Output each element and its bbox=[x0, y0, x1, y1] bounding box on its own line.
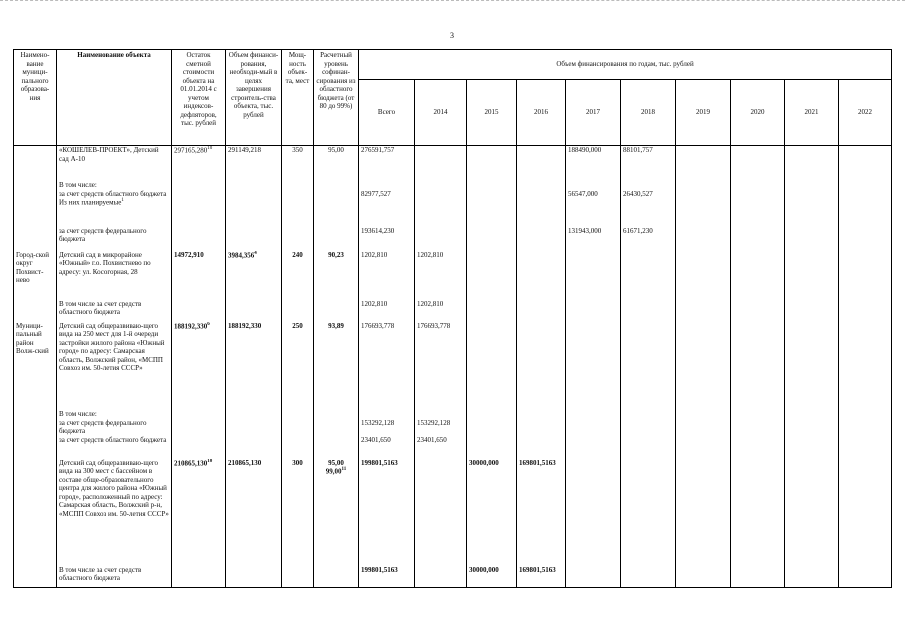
year-2019-cell bbox=[676, 408, 731, 419]
capacity-cell bbox=[282, 146, 314, 175]
level-cell bbox=[314, 300, 359, 322]
year-2015-cell bbox=[467, 436, 517, 459]
footnote-mark: 10 bbox=[207, 458, 213, 464]
year-2021-cell bbox=[785, 419, 839, 436]
object-cell-text: за счет средств федерального бюджета bbox=[59, 226, 147, 244]
header-year: 2018 bbox=[621, 80, 676, 146]
year-2016-cell bbox=[517, 566, 566, 588]
level-cell-text: 90,23 bbox=[328, 250, 344, 259]
total-cell-text: 153292,128 bbox=[361, 418, 395, 427]
table-row bbox=[14, 459, 892, 566]
year-2014-cell bbox=[415, 227, 467, 251]
year-2018-cell bbox=[621, 146, 676, 175]
year-2021-cell bbox=[785, 175, 839, 190]
header-object: Наименование объекта bbox=[57, 50, 172, 146]
needed-cell-text: 3984,356 bbox=[228, 250, 255, 259]
level-cell-text: 95,00 bbox=[328, 458, 344, 467]
year-2015-cell bbox=[467, 251, 517, 300]
total-cell bbox=[359, 408, 415, 419]
year-2014-cell bbox=[415, 436, 467, 459]
year-2014-cell bbox=[415, 408, 467, 419]
municipality-cell bbox=[14, 436, 57, 459]
capacity-cell bbox=[282, 459, 314, 566]
year-2015-cell bbox=[467, 175, 517, 190]
level-cell bbox=[314, 436, 359, 459]
year-2015-cell bbox=[467, 300, 517, 322]
year-2022-cell bbox=[839, 436, 892, 459]
year-2019-cell bbox=[676, 251, 731, 300]
municipality-cell bbox=[14, 227, 57, 251]
header-year: 2022 bbox=[839, 80, 892, 146]
municipality-cell bbox=[14, 251, 57, 300]
year-2014-cell bbox=[415, 190, 467, 227]
total-cell bbox=[359, 566, 415, 588]
year-2019-cell bbox=[676, 459, 731, 566]
capacity-cell bbox=[282, 300, 314, 322]
year-2014-cell-text: 153292,128 bbox=[417, 418, 451, 427]
balance-cell-text: 210865,130 bbox=[174, 458, 208, 467]
level-cell-text: 95,00 bbox=[328, 146, 344, 154]
balance-cell-text: 297165,280 bbox=[174, 146, 208, 155]
needed-cell bbox=[226, 227, 282, 251]
capacity-cell-text: 250 bbox=[292, 321, 303, 330]
year-2018-cell bbox=[621, 566, 676, 588]
header-year: 2016 bbox=[517, 80, 566, 146]
footnote-mark: 10 bbox=[207, 146, 213, 151]
level-cell bbox=[314, 146, 359, 175]
header-year: 2020 bbox=[731, 80, 785, 146]
year-2020-cell bbox=[731, 436, 785, 459]
total-cell-text: 193614,230 bbox=[361, 226, 395, 235]
object-cell bbox=[57, 190, 172, 227]
object-cell bbox=[57, 251, 172, 300]
needed-cell bbox=[226, 175, 282, 190]
object-cell-text: В том числе: bbox=[59, 180, 97, 189]
year-2020-cell bbox=[731, 175, 785, 190]
year-2017-cell-text: 188490,000 bbox=[568, 146, 602, 154]
year-2014-cell-text: 176693,778 bbox=[417, 321, 451, 330]
year-2018-cell bbox=[621, 419, 676, 436]
year-2018-cell bbox=[621, 459, 676, 566]
year-2016-cell bbox=[517, 227, 566, 251]
year-2014-cell bbox=[415, 251, 467, 300]
total-cell bbox=[359, 190, 415, 227]
object-cell bbox=[57, 408, 172, 419]
balance-cell bbox=[172, 322, 226, 408]
year-2018-cell bbox=[621, 251, 676, 300]
municipality-cell bbox=[14, 408, 57, 419]
municipality-cell bbox=[14, 419, 57, 436]
year-2015-cell bbox=[467, 408, 517, 419]
year-2014-cell bbox=[415, 322, 467, 408]
year-2014-cell bbox=[415, 419, 467, 436]
year-2018-cell-text: 61671,230 bbox=[623, 226, 653, 235]
year-2014-cell bbox=[415, 566, 467, 588]
needed-cell bbox=[226, 322, 282, 408]
balance-cell bbox=[172, 436, 226, 459]
year-2016-cell bbox=[517, 146, 566, 175]
year-2015-cell bbox=[467, 459, 517, 566]
year-2017-cell bbox=[566, 419, 621, 436]
year-2017-cell bbox=[566, 251, 621, 300]
total-cell-text: 23401,650 bbox=[361, 435, 391, 444]
footnote-mark: 1 bbox=[121, 198, 124, 204]
level-cell bbox=[314, 322, 359, 408]
year-2016-cell bbox=[517, 175, 566, 190]
object-cell bbox=[57, 419, 172, 436]
balance-cell-text: 188192,330 bbox=[174, 321, 208, 330]
year-2022-cell bbox=[839, 322, 892, 408]
year-2017-cell bbox=[566, 566, 621, 588]
total-cell bbox=[359, 175, 415, 190]
total-cell bbox=[359, 227, 415, 251]
capacity-cell-text: 300 bbox=[292, 458, 303, 467]
object-cell bbox=[57, 436, 172, 459]
balance-cell bbox=[172, 459, 226, 566]
level-cell bbox=[314, 175, 359, 190]
needed-cell bbox=[226, 146, 282, 175]
year-2020-cell bbox=[731, 300, 785, 322]
year-2019-cell bbox=[676, 566, 731, 588]
total-cell-text: 82977,527 bbox=[361, 189, 391, 198]
municipality-cell bbox=[14, 190, 57, 227]
balance-cell bbox=[172, 227, 226, 251]
year-2019-cell bbox=[676, 146, 731, 175]
year-2017-cell bbox=[566, 459, 621, 566]
capacity-cell bbox=[282, 175, 314, 190]
level-cell-text: 93,89 bbox=[328, 321, 344, 330]
footnote-mark: 6 bbox=[207, 321, 210, 327]
year-2015-cell-text: 30000,000 bbox=[469, 458, 499, 467]
balance-cell bbox=[172, 146, 226, 175]
year-2018-cell-text: 88101,757 bbox=[623, 146, 653, 154]
year-2019-cell bbox=[676, 175, 731, 190]
total-cell bbox=[359, 146, 415, 175]
header-year: 2019 bbox=[676, 80, 731, 146]
year-2021-cell bbox=[785, 146, 839, 175]
year-2020-cell bbox=[731, 566, 785, 588]
year-2016-cell bbox=[517, 436, 566, 459]
year-2021-cell bbox=[785, 190, 839, 227]
table-row bbox=[14, 566, 892, 588]
object-cell-text: Детский сад общеразвиваю-щего вида на 250 мест для 1-й очереди застройки жилого района «Южный город» по адресу: Самарская область, Волжский район, «МСПП Совхоз им. 50-летия СССР» bbox=[59, 321, 165, 373]
year-2017-cell bbox=[566, 300, 621, 322]
year-2017-cell bbox=[566, 175, 621, 190]
year-2019-cell bbox=[676, 436, 731, 459]
object-cell bbox=[57, 227, 172, 251]
year-2018-cell bbox=[621, 190, 676, 227]
needed-cell bbox=[226, 408, 282, 419]
footnote-mark: 11 bbox=[341, 467, 347, 473]
level-cell bbox=[314, 459, 359, 566]
year-2020-cell bbox=[731, 227, 785, 251]
municipality-cell bbox=[14, 322, 57, 408]
total-cell bbox=[359, 419, 415, 436]
header-year: 2015 bbox=[467, 80, 517, 146]
year-2022-cell bbox=[839, 459, 892, 566]
object-cell-text: «КОШЕЛЕВ-ПРОЕКТ», Детский сад А-10 bbox=[59, 146, 159, 163]
balance-cell bbox=[172, 251, 226, 300]
year-2014-cell-text: 1202,810 bbox=[417, 299, 444, 308]
year-2016-cell-text: 169801,5163 bbox=[519, 565, 556, 574]
table-row bbox=[14, 300, 892, 322]
year-2017-cell bbox=[566, 408, 621, 419]
header-municipality: Наимено-вание муници-пального образова-ния bbox=[14, 50, 57, 146]
needed-cell bbox=[226, 190, 282, 227]
year-2018-cell bbox=[621, 227, 676, 251]
year-2019-cell bbox=[676, 419, 731, 436]
table-row bbox=[14, 190, 892, 227]
year-2016-cell bbox=[517, 251, 566, 300]
object-cell bbox=[57, 566, 172, 588]
needed-cell bbox=[226, 459, 282, 566]
year-2022-cell bbox=[839, 175, 892, 190]
header-needed: Объем финанси-рования, необходи-мый в целях завершения строитель-ства объекта, тыс. рублей bbox=[226, 50, 282, 146]
balance-cell bbox=[172, 300, 226, 322]
year-2021-cell bbox=[785, 408, 839, 419]
footnote-mark: 4 bbox=[254, 250, 257, 256]
year-2022-cell bbox=[839, 419, 892, 436]
level-secondary: 99,00 bbox=[325, 467, 342, 476]
year-2015-cell bbox=[467, 566, 517, 588]
header-year: 2017 bbox=[566, 80, 621, 146]
year-2017-cell bbox=[566, 227, 621, 251]
total-cell-text: 199801,5163 bbox=[361, 565, 398, 574]
header-funding-group: Объем финансирования по годам, тыс. рублей bbox=[359, 50, 892, 80]
total-cell-text: 276591,757 bbox=[361, 146, 395, 154]
capacity-cell-text: 240 bbox=[292, 250, 303, 259]
table-row bbox=[14, 175, 892, 190]
object-subline: Из них планируемые bbox=[59, 198, 122, 207]
funding-table bbox=[13, 49, 892, 588]
table-row bbox=[14, 408, 892, 419]
year-2021-cell bbox=[785, 322, 839, 408]
year-2022-cell bbox=[839, 190, 892, 227]
capacity-cell bbox=[282, 436, 314, 459]
year-2021-cell bbox=[785, 227, 839, 251]
year-2019-cell bbox=[676, 227, 731, 251]
total-cell bbox=[359, 459, 415, 566]
object-cell bbox=[57, 459, 172, 566]
year-2020-cell bbox=[731, 190, 785, 227]
object-cell-text: за счет средств областного бюджета bbox=[59, 435, 167, 444]
year-2020-cell bbox=[731, 146, 785, 175]
year-2016-cell bbox=[517, 459, 566, 566]
year-2016-cell bbox=[517, 300, 566, 322]
year-2017-cell bbox=[566, 436, 621, 459]
level-cell bbox=[314, 251, 359, 300]
balance-cell-text: 14972,910 bbox=[174, 250, 204, 259]
year-2018-cell bbox=[621, 175, 676, 190]
year-2022-cell bbox=[839, 146, 892, 175]
municipality-cell bbox=[14, 459, 57, 566]
object-cell bbox=[57, 300, 172, 322]
object-cell-text: Детский сад общеразвиваю-щего вида на 300 мест с бассейном в составе обще-образовательного центра для жилого района «Южный город», расположенный по адресу: Самарская область, Волжский р-н, «МСПП Совхоз им. 50-летия СССР» bbox=[59, 458, 169, 518]
year-2017-cell bbox=[566, 190, 621, 227]
object-cell bbox=[57, 322, 172, 408]
needed-cell bbox=[226, 436, 282, 459]
table-row bbox=[14, 251, 892, 300]
year-2020-cell bbox=[731, 459, 785, 566]
year-2021-cell bbox=[785, 566, 839, 588]
object-cell-text: В том числе за счет средств областного бюджета bbox=[59, 299, 142, 317]
year-2015-cell bbox=[467, 227, 517, 251]
capacity-cell bbox=[282, 251, 314, 300]
page-number: 3 bbox=[450, 31, 454, 40]
header-level: Расчетный уровень софинан-сирования из областного бюджета (от 80 до 99%) bbox=[314, 50, 359, 146]
needed-cell bbox=[226, 300, 282, 322]
level-cell bbox=[314, 566, 359, 588]
year-2017-cell bbox=[566, 322, 621, 408]
year-2015-cell bbox=[467, 322, 517, 408]
year-2020-cell bbox=[731, 408, 785, 419]
year-2020-cell bbox=[731, 419, 785, 436]
year-2016-cell bbox=[517, 190, 566, 227]
year-2014-cell bbox=[415, 175, 467, 190]
table-row bbox=[14, 322, 892, 408]
header-year: 2014 bbox=[415, 80, 467, 146]
needed-cell bbox=[226, 419, 282, 436]
needed-cell bbox=[226, 251, 282, 300]
municipality-cell bbox=[14, 146, 57, 175]
level-cell bbox=[314, 190, 359, 227]
total-cell-text: 176693,778 bbox=[361, 321, 395, 330]
year-2022-cell bbox=[839, 300, 892, 322]
capacity-cell-text: 350 bbox=[292, 146, 303, 154]
year-2020-cell bbox=[731, 322, 785, 408]
balance-cell bbox=[172, 566, 226, 588]
total-cell bbox=[359, 251, 415, 300]
year-2016-cell-text: 169801,5163 bbox=[519, 458, 556, 467]
balance-cell bbox=[172, 190, 226, 227]
year-2022-cell bbox=[839, 566, 892, 588]
object-cell-text: Детский сад в микрорайоне «Южный» г.о. Похвистнево по адресу: ул. Косогорная, 28 bbox=[59, 250, 151, 276]
year-2016-cell bbox=[517, 419, 566, 436]
needed-cell-text: 291149,218 bbox=[228, 146, 261, 154]
year-2022-cell bbox=[839, 227, 892, 251]
year-2020-cell bbox=[731, 251, 785, 300]
municipality-cell-text: Город-ской округ Похвист-нево bbox=[16, 250, 50, 285]
year-2015-cell-text: 30000,000 bbox=[469, 565, 499, 574]
year-2018-cell-text: 26430,527 bbox=[623, 189, 653, 198]
total-cell bbox=[359, 436, 415, 459]
year-2015-cell bbox=[467, 190, 517, 227]
header-capacity: Мощ-ность объек-та, мест bbox=[282, 50, 314, 146]
scan-edge bbox=[0, 0, 905, 3]
year-2022-cell bbox=[839, 408, 892, 419]
year-2014-cell-text: 1202,810 bbox=[417, 250, 444, 259]
municipality-cell bbox=[14, 300, 57, 322]
year-2018-cell bbox=[621, 300, 676, 322]
year-2017-cell bbox=[566, 146, 621, 175]
capacity-cell bbox=[282, 566, 314, 588]
total-cell bbox=[359, 322, 415, 408]
table-row bbox=[14, 419, 892, 436]
object-cell bbox=[57, 175, 172, 190]
header-year: 2021 bbox=[785, 80, 839, 146]
year-2016-cell bbox=[517, 322, 566, 408]
total-cell bbox=[359, 300, 415, 322]
year-2019-cell bbox=[676, 190, 731, 227]
municipality-cell-text: Муници-пальный район Волж-ский bbox=[16, 321, 49, 356]
year-2015-cell bbox=[467, 146, 517, 175]
year-2014-cell bbox=[415, 146, 467, 175]
year-2021-cell bbox=[785, 459, 839, 566]
capacity-cell bbox=[282, 419, 314, 436]
level-cell bbox=[314, 227, 359, 251]
capacity-cell bbox=[282, 322, 314, 408]
year-2017-cell-text: 131943,000 bbox=[568, 226, 602, 235]
municipality-cell bbox=[14, 566, 57, 588]
object-cell bbox=[57, 146, 172, 175]
year-2014-cell bbox=[415, 459, 467, 566]
year-2018-cell bbox=[621, 322, 676, 408]
balance-cell bbox=[172, 408, 226, 419]
year-2018-cell bbox=[621, 408, 676, 419]
year-2016-cell bbox=[517, 408, 566, 419]
year-2017-cell-text: 56547,000 bbox=[568, 189, 598, 198]
year-2021-cell bbox=[785, 251, 839, 300]
year-2015-cell bbox=[467, 419, 517, 436]
object-cell-text: за счет средств областного бюджета bbox=[59, 189, 167, 198]
year-2018-cell bbox=[621, 436, 676, 459]
municipality-cell bbox=[14, 175, 57, 190]
year-2014-cell bbox=[415, 300, 467, 322]
year-2021-cell bbox=[785, 436, 839, 459]
object-cell-text: В том числе за счет средств областного бюджета bbox=[59, 565, 142, 583]
capacity-cell bbox=[282, 408, 314, 419]
capacity-cell bbox=[282, 227, 314, 251]
table-row bbox=[14, 227, 892, 251]
total-cell-text: 199801,5163 bbox=[361, 458, 398, 467]
table-row bbox=[14, 436, 892, 459]
total-cell-text: 1202,810 bbox=[361, 299, 388, 308]
capacity-cell bbox=[282, 190, 314, 227]
object-cell-text: за счет средств федерального бюджета bbox=[59, 418, 147, 436]
needed-cell-text: 210865,130 bbox=[228, 458, 262, 467]
needed-cell bbox=[226, 566, 282, 588]
header-balance: Остаток сметной стоимости объекта на 01.01.2014 с учетом индексов-дефляторов, тыс. рублей bbox=[172, 50, 226, 146]
year-2021-cell bbox=[785, 300, 839, 322]
balance-cell bbox=[172, 175, 226, 190]
header-total: Всего bbox=[359, 80, 415, 146]
year-2014-cell-text: 23401,650 bbox=[417, 435, 447, 444]
table-row bbox=[14, 146, 892, 175]
total-cell-text: 1202,810 bbox=[361, 250, 388, 259]
level-cell bbox=[314, 419, 359, 436]
year-2019-cell bbox=[676, 322, 731, 408]
level-cell bbox=[314, 408, 359, 419]
object-cell-text: В том числе: bbox=[59, 409, 97, 418]
year-2019-cell bbox=[676, 300, 731, 322]
needed-cell-text: 188192,330 bbox=[228, 321, 262, 330]
year-2022-cell bbox=[839, 251, 892, 300]
balance-cell bbox=[172, 419, 226, 436]
